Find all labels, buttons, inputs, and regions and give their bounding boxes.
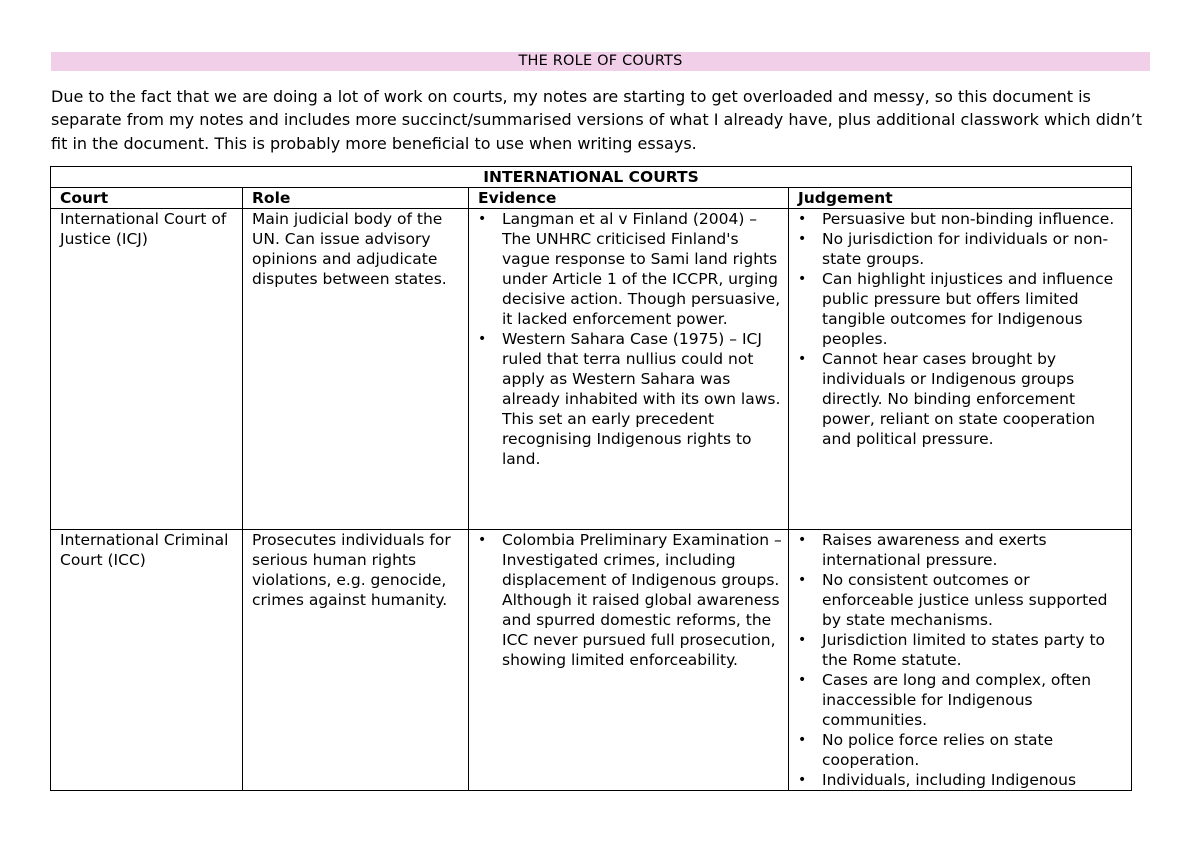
evidence-cell	[469, 209, 789, 530]
role-cell: Main judicial body of the UN. Can issue advisory opinions and adjudicate disputes between states.	[243, 209, 469, 530]
judgement-item: • No jurisdiction for individuals or non-state groups.	[798, 229, 1126, 269]
judgement-list	[798, 530, 1126, 790]
judgement-item: • Can highlight injustices and influence public pressure but offers limited tangible outcomes for Indigenous peoples.	[798, 269, 1126, 349]
judgement-item: • Cases are long and complex, often inaccessible for Indigenous communities.	[798, 670, 1126, 730]
table-row-icc	[51, 530, 1132, 791]
column-header-role: Role	[243, 188, 469, 209]
judgement-cell	[789, 209, 1132, 530]
table-row-icj	[51, 209, 1132, 530]
judgement-item: • Persuasive but non-binding influence.	[798, 209, 1126, 229]
column-header-court: Court	[51, 188, 243, 209]
court-cell: International Court of Justice (ICJ)	[51, 209, 243, 530]
judgement-item: • No police force relies on state cooperation.	[798, 730, 1126, 770]
court-cell: International Criminal Court (ICC)	[51, 530, 243, 791]
judgement-item: • Jurisdiction limited to states party to the Rome statute.	[798, 630, 1126, 670]
document-title: THE ROLE OF COURTS	[51, 52, 1150, 71]
intro-paragraph: Due to the fact that we are doing a lot of work on courts, my notes are starting to get overloaded and messy, so this document is separate from my notes and includes more succinct/summarised versions of what I already have, plus additional classwork which didn’t fit in the document. This is probably more beneficial to use when writing essays.	[51, 87, 1142, 153]
evidence-list	[478, 209, 783, 469]
evidence-list	[478, 530, 783, 670]
evidence-cell	[469, 530, 789, 791]
evidence-item: • Colombia Preliminary Examination – Investigated crimes, including displacement of Indigenous groups. Although it raised global awareness and spurred domestic reforms, the ICC never pursued full prosecution, showing limited enforceability.	[478, 530, 783, 670]
judgement-cell	[789, 530, 1132, 791]
judgement-item: • Raises awareness and exerts international pressure.	[798, 530, 1126, 570]
international-courts-table	[50, 166, 1132, 791]
evidence-item: • Langman et al v Finland (2004) – The UNHRC criticised Finland's vague response to Sami land rights under Article 1 of the ICCPR, urging decisive action. Though persuasive, it lacked enforcement power.	[478, 209, 783, 329]
judgement-item: • Cannot hear cases brought by individuals or Indigenous groups directly. No binding enforcement power, reliant on state cooperation and political pressure.	[798, 349, 1126, 449]
table-section-row	[51, 167, 1132, 188]
judgement-item: • No consistent outcomes or enforceable justice unless supported by state mechanisms.	[798, 570, 1126, 630]
judgement-list	[798, 209, 1126, 449]
table-section-title: INTERNATIONAL COURTS	[51, 167, 1132, 188]
evidence-item: • Western Sahara Case (1975) – ICJ ruled that terra nullius could not apply as Western Sahara was already inhabited with its own laws. This set an early precedent recognising Indigenous rights to land.	[478, 329, 783, 469]
table-header-row	[51, 188, 1132, 209]
column-header-judgement: Judgement	[789, 188, 1132, 209]
judgement-item: • Individuals, including Indigenous	[798, 770, 1126, 790]
column-header-evidence: Evidence	[469, 188, 789, 209]
role-cell: Prosecutes individuals for serious human rights violations, e.g. genocide, crimes against humanity.	[243, 530, 469, 791]
